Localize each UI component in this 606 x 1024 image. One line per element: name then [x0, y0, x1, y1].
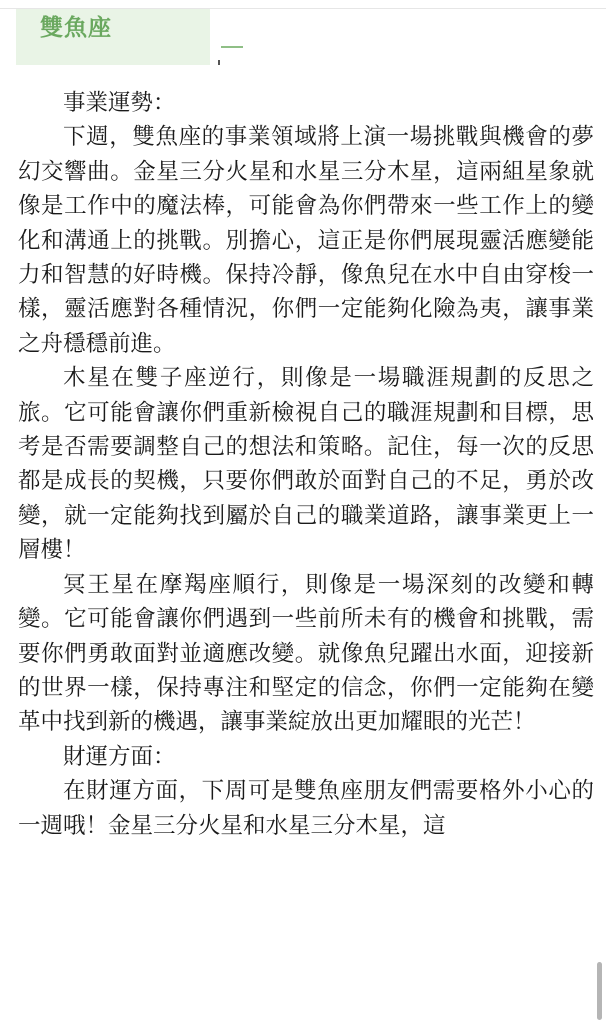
- scrollbar-thumb[interactable]: [597, 962, 602, 1020]
- paragraph-wealth: 在財運方面，下周可是雙魚座朋友們需要格外小心的一週哦！金星三分火星和水星三分木星，這: [18, 778, 594, 839]
- header-tick: [218, 60, 220, 65]
- paragraph-jupiter: 木星在雙子座逆行，則像是一場職涯規劃的反思之旅。它可能會讓你們重新檢視自己的職涯規劃和目標，思考是否需要調整自己的想法和策略。記住，每一次的反思都是成長的契機，只要你們敢於面對自己的不足，勇於改變，就一定能夠找到屬於自己的職業道路，讓事業更上一層樓！: [18, 365, 594, 564]
- paragraph-career-intro: 下週，雙魚座的事業領域將上演一場挑戰與機會的夢幻交響曲。金星三分火星和水星三分木星，這兩組星象就像是工作中的魔法棒，可能會為你們帶來一些工作上的變化和溝通上的挑戰。別擔心，這正是你們展現靈活應變能力和智慧的好時機。保持冷靜，像魚兒在水中自由穿梭一樣，靈活應對各種情況，你們一定能夠化險為夷，讓事業之舟穩穩前進。: [18, 124, 594, 357]
- header-dash: [221, 46, 243, 48]
- page-title: 雙魚座: [40, 15, 112, 41]
- section-heading-wealth: 財運方面：: [63, 743, 176, 770]
- article-body: [18, 86, 594, 843]
- paragraph-pluto: 冥王星在摩羯座順行，則像是一場深刻的改變和轉變。它可能會讓你們遇到一些前所未有的機會和挑戰，需要你們勇敢面對並適應改變。就像魚兒躍出水面，迎接新的世界一樣，保持專注和堅定的信念，你們一定能夠在變革中找到新的機遇，讓事業綻放出更加耀眼的光芒！: [18, 571, 594, 736]
- section-heading-career: 事業運勢：: [63, 90, 176, 116]
